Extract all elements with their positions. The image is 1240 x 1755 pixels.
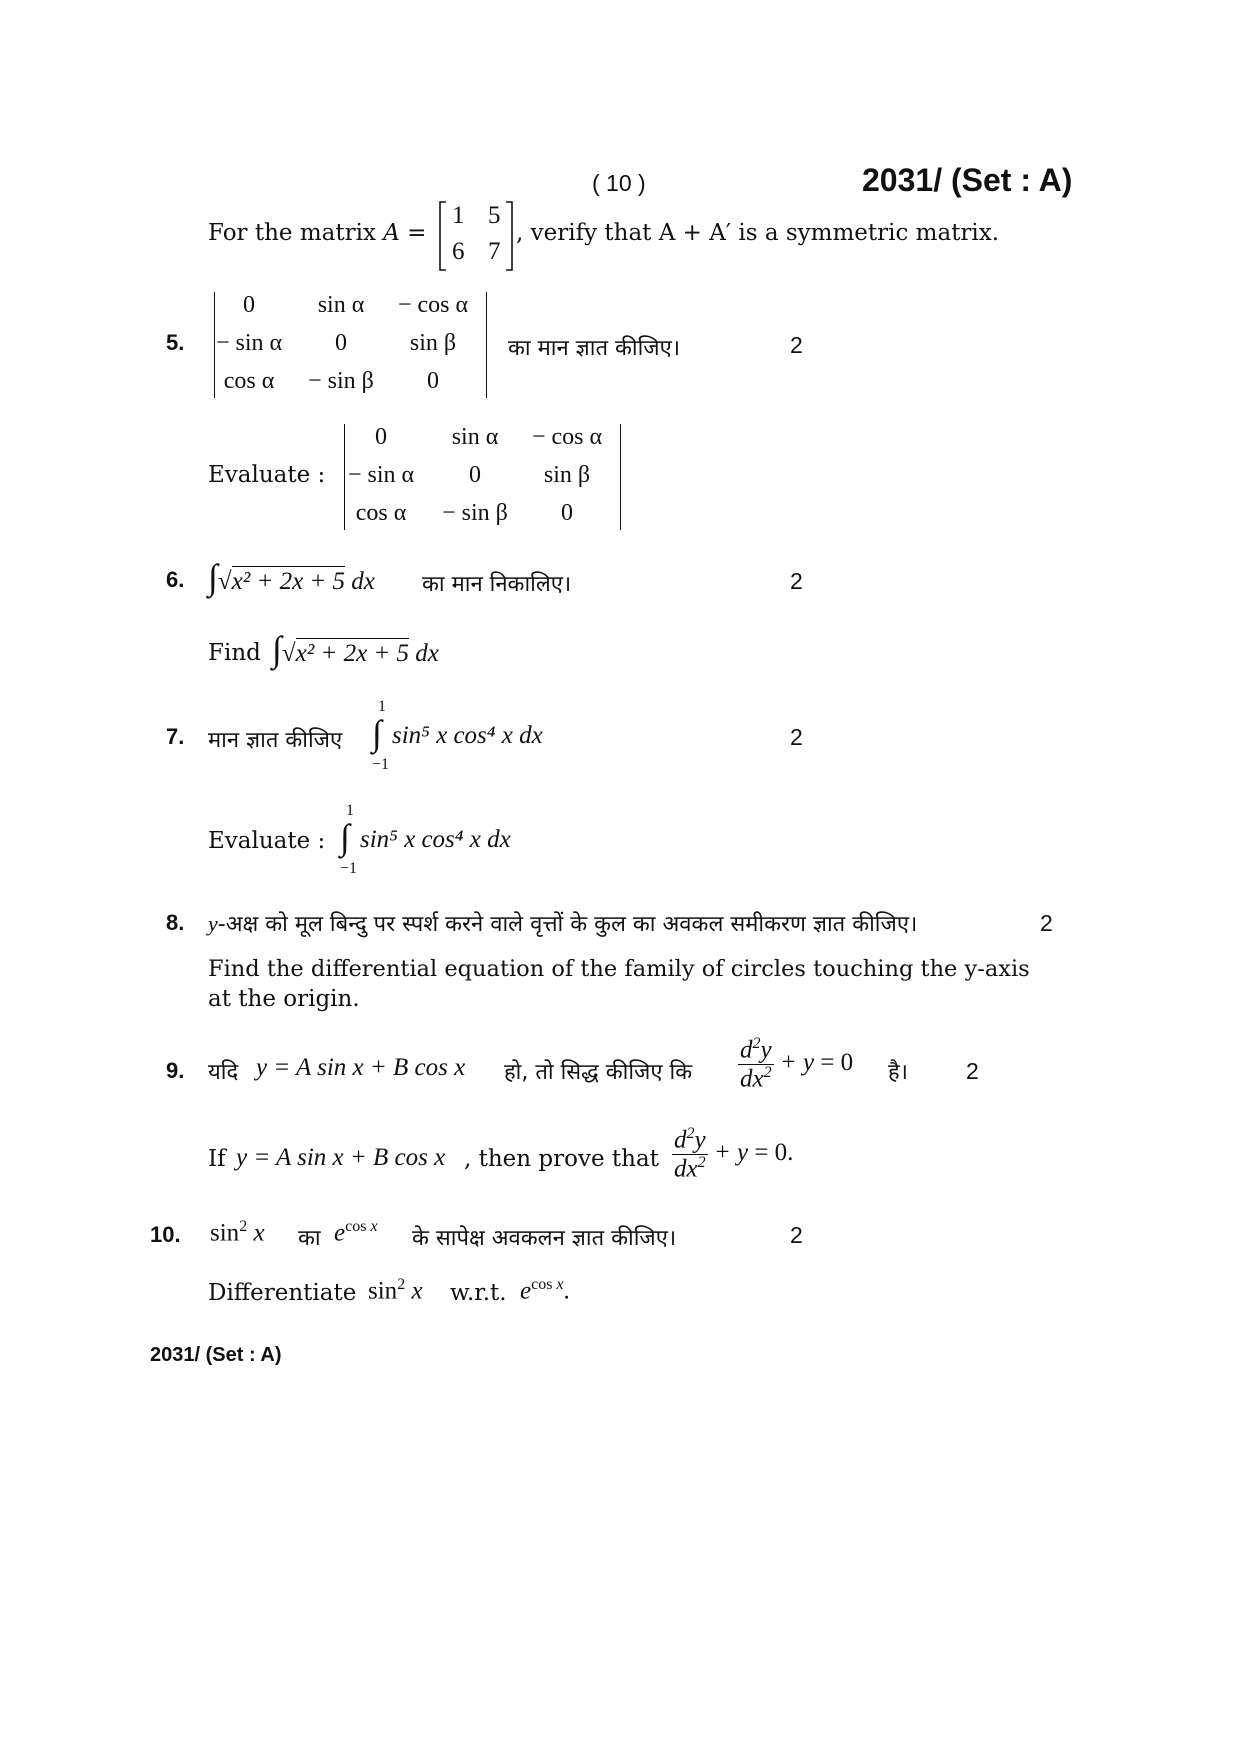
q10-english-ecosx: $e^{cos x}$. [520, 1276, 570, 1305]
matrix-brackets [438, 200, 514, 272]
q6-english-label: Find [208, 640, 261, 666]
det-cell: − cos α [531, 424, 603, 450]
integral-sign: ∫ [340, 817, 350, 857]
matrix-cell-11: 1 [452, 202, 465, 229]
q10-english-wrt: w.r.t. [450, 1280, 507, 1306]
q9-marks: 2 [966, 1058, 979, 1084]
q7-english-label: Evaluate : [208, 828, 326, 854]
q9-hindi-end: है। [888, 1060, 909, 1085]
q7-upper-limit: 1 [378, 698, 386, 715]
question-number-5: 5. [166, 330, 185, 355]
det-cell: cos α [223, 368, 275, 394]
set-code-footer: 2031/ (Set : A) [150, 1344, 282, 1366]
q10-sin2x: $\sin^2 x$ [210, 1218, 265, 1247]
q5-english-label: Evaluate : [208, 462, 326, 488]
q6-integral [208, 556, 375, 598]
det-cell: 0 [335, 330, 347, 356]
q8-english-line-2: at the origin. [208, 986, 360, 1012]
q8-var: y [208, 911, 218, 936]
sqrt-sign: √ [217, 568, 232, 595]
det-cell: − cos α [397, 292, 469, 318]
q9-english-if: If [208, 1146, 226, 1172]
det-cell: sin β [543, 462, 591, 488]
q6-integrand-english: x² + 2x + 5 [295, 640, 410, 667]
matrix-cell-21: 6 [452, 238, 465, 265]
q9-english-then: , then prove that [464, 1146, 659, 1172]
det-cell: 0 [243, 292, 255, 318]
q6-marks: 2 [790, 568, 803, 594]
q6-dx: dx [351, 568, 375, 595]
page-number: ( 10 ) [592, 170, 646, 196]
q9-english-equation: y = A sin x + B cos x [236, 1144, 446, 1171]
q10-ecosx: $e^{cos x}$ [334, 1218, 378, 1247]
integral-sign: ∫ [272, 629, 282, 669]
det-cell: − sin α [215, 330, 283, 356]
q9-english-derivative: $\frac{d^2y}{dx^2}$ + y = 0. [674, 1125, 794, 1182]
question-number-10: 10. [150, 1222, 181, 1247]
q10-english-label: Differentiate [208, 1280, 357, 1306]
determinant-hindi [210, 290, 490, 400]
q9-equation: y = A sin x + B cos x [256, 1054, 466, 1081]
q10-hindi-b: के सापेक्ष अवकलन ज्ञात कीजिए। [412, 1226, 677, 1251]
q6-integrand: x² + 2x + 5 [231, 568, 346, 595]
q9-hindi-if: यदि [208, 1060, 239, 1085]
det-cell: 0 [561, 500, 573, 526]
det-cell: − sin α [347, 462, 415, 488]
q9-derivative: $\frac{d^2y}{dx^2}$ + y = 0 [740, 1035, 854, 1092]
q6-hindi-text: का मान निकालिए। [422, 572, 572, 597]
matrix-a [438, 200, 514, 272]
q5-marks: 2 [790, 332, 803, 358]
det-cell: 0 [375, 424, 387, 450]
determinant-english [340, 422, 624, 532]
q9-hindi-mid: हो, तो सिद्ध कीजिए कि [504, 1060, 693, 1085]
det-cell: 0 [427, 368, 439, 394]
question-number-6: 6. [166, 567, 185, 592]
q7-hindi-text: मान ज्ञात कीजिए [208, 728, 343, 753]
det-cell: sin β [409, 330, 457, 356]
integral-sign: ∫ [208, 557, 218, 597]
q10-english-sin2x: $\sin^2 x$ [368, 1276, 423, 1305]
q8-hindi-text [208, 908, 917, 938]
question-number-7: 7. [166, 724, 185, 749]
sqrt-sign: √ [281, 640, 296, 667]
q10-hindi-a: का [298, 1226, 321, 1251]
q7-integrand: sin⁵ x cos⁴ x dx [392, 722, 543, 749]
set-code-header: 2031/ (Set : A) [862, 162, 1073, 198]
q7-lower-limit-english: −1 [340, 860, 358, 877]
det-cell: − sin β [442, 500, 508, 526]
q6-dx-english: dx [415, 640, 439, 667]
q7-upper-limit-english: 1 [346, 802, 354, 819]
det-cell: sin α [317, 292, 365, 318]
q8-english-line-1: Find the differential equation of the family of circles touching the y-axis [208, 956, 1030, 982]
q7-integrand-english: sin⁵ x cos⁴ x dx [360, 826, 511, 853]
q6-english-integral [272, 628, 439, 670]
q8-marks: 2 [1040, 910, 1053, 936]
det-cell: 0 [469, 462, 481, 488]
matrix-cell-22: 7 [488, 238, 501, 265]
det-cell: sin α [451, 424, 499, 450]
det-cell: − sin β [308, 368, 374, 394]
q10-marks: 2 [790, 1222, 803, 1248]
matrix-question-suffix: , verify that A + A′ is a symmetric matrix. [516, 220, 1000, 246]
question-number-8: 8. [166, 910, 185, 935]
q8-hindi-body: -अक्ष को मूल बिन्दु पर स्पर्श करने वाले वृत्तों के कुल का अवकल समीकरण ज्ञात कीजिए। [217, 912, 918, 937]
q5-hindi-text: का मान ज्ञात कीजिए। [508, 336, 681, 361]
matrix-cell-12: 5 [488, 202, 501, 229]
q7-lower-limit: −1 [372, 756, 390, 773]
matrix-question: For the matrix A = [208, 220, 427, 246]
q7-marks: 2 [790, 724, 803, 750]
question-number-9: 9. [166, 1058, 185, 1083]
integral-sign: ∫ [372, 713, 382, 753]
det-cell: cos α [355, 500, 407, 526]
